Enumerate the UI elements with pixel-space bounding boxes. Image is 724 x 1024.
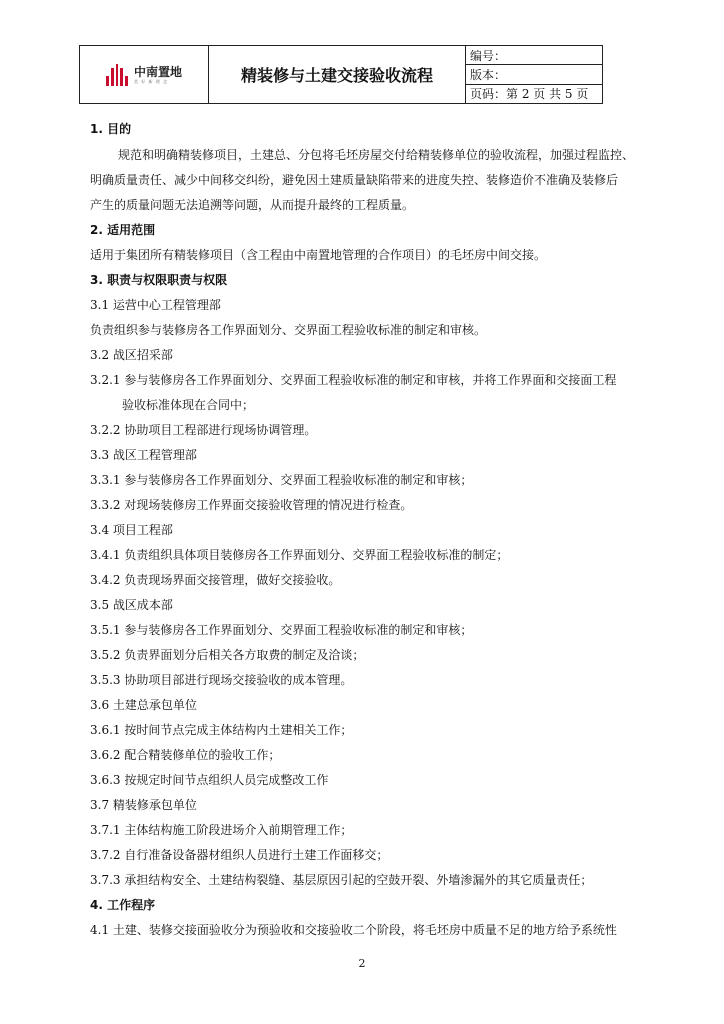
meta-cell <box>466 46 602 103</box>
logo-slogan: 美 好 新 理 念 <box>133 78 169 84</box>
paragraph-line: 明确质量责任、减少中间移交纠纷，避免因土建质量缺陷带来的进度失控、装修造价不准确及装修后 <box>90 173 619 187</box>
list-item: 3.2.2 协助项目工程部进行现场协调管理。 <box>90 423 317 437</box>
paragraph-line: 4.1 土建、装修交接面验收分为预验收和交接验收二个阶段，将毛坯房中质量不足的地方给予系统性 <box>90 923 617 937</box>
list-item: 3.4.2 负责现场界面交接管理，做好交接验收。 <box>90 573 341 587</box>
subsection-heading: 3.1 运营中心工程管理部 <box>90 298 221 312</box>
company-logo-icon <box>106 64 128 86</box>
section-2-heading: 2. 适用范围 <box>90 223 156 237</box>
list-item: 3.2.1 参与装修房各工作界面划分、交界面工程验收标准的制定和审核，并将工作界面和交接面工程 <box>90 373 617 387</box>
subsection-heading: 3.2 战区招采部 <box>90 348 173 362</box>
list-item-continuation: 验收标准体现在合同中； <box>122 398 255 412</box>
logo-cell <box>80 46 209 103</box>
subsection-heading: 3.3 战区工程管理部 <box>90 448 197 462</box>
list-item: 3.6.2 配合精装修单位的验收工作； <box>90 748 281 762</box>
section-1-heading: 1. 目的 <box>90 122 132 136</box>
list-item: 3.3.1 参与装修房各工作界面划分、交界面工程验收标准的制定和审核； <box>90 473 473 487</box>
paragraph-line: 规范和明确精装修项目，土建总、分包将毛坯房屋交付给精装修单位的验收流程，加强过程监控、 <box>118 148 635 162</box>
list-item: 3.7.1 主体结构施工阶段进场介入前期管理工作； <box>90 823 353 837</box>
paragraph-line: 适用于集团所有精装修项目（含工程由中南置地管理的合作项目）的毛坯房中间交接。 <box>90 248 547 262</box>
logo-text <box>134 66 182 84</box>
list-item: 3.4.1 负责组织具体项目装修房各工作界面划分、交界面工程验收标准的制定； <box>90 548 509 562</box>
page-number: 2 <box>358 957 366 970</box>
header-table <box>79 45 603 104</box>
section-3-heading: 3. 职责与权限职责与权限 <box>90 273 228 287</box>
list-item: 3.3.2 对现场装修房工作界面交接验收管理的情况进行检查。 <box>90 498 413 512</box>
subsection-heading: 3.5 战区成本部 <box>90 598 173 612</box>
list-item: 3.5.2 负责界面划分后相关各方取费的制定及洽谈； <box>90 648 365 662</box>
list-item: 3.6.1 按时间节点完成主体结构内土建相关工作； <box>90 723 353 737</box>
page-field: 页码：第 2 页 共 5 页 <box>470 87 589 102</box>
list-item: 3.5.1 参与装修房各工作界面划分、交界面工程验收标准的制定和审核； <box>90 623 473 637</box>
document-title: 精装修与土建交接验收流程 <box>209 46 466 103</box>
paragraph-line: 负责组织参与装修房各工作界面划分、交界面工程验收标准的制定和审核。 <box>90 323 487 337</box>
subsection-heading: 3.4 项目工程部 <box>90 523 173 537</box>
section-4-heading: 4. 工作程序 <box>90 898 156 912</box>
list-item: 3.7.3 承担结构安全、土建结构裂缝、基层原因引起的空鼓开裂、外墙渗漏外的其它质量责任； <box>90 873 593 887</box>
paragraph-line: 产生的质量问题无法追溯等问题，从而提升最终的工程质量。 <box>90 198 415 212</box>
logo-name: 中南置地 <box>133 64 182 79</box>
subsection-heading: 3.7 精装修承包单位 <box>90 798 197 812</box>
list-item: 3.5.3 协助项目部进行现场交接验收的成本管理。 <box>90 673 353 687</box>
code-field: 编号： <box>466 46 602 65</box>
list-item: 3.7.2 自行准备设备器材组织人员进行土建工作面移交； <box>90 848 389 862</box>
list-item: 3.6.3 按规定时间节点组织人员完成整改工作 <box>90 773 329 787</box>
version-field: 版本： <box>466 65 602 84</box>
subsection-heading: 3.6 土建总承包单位 <box>90 698 197 712</box>
